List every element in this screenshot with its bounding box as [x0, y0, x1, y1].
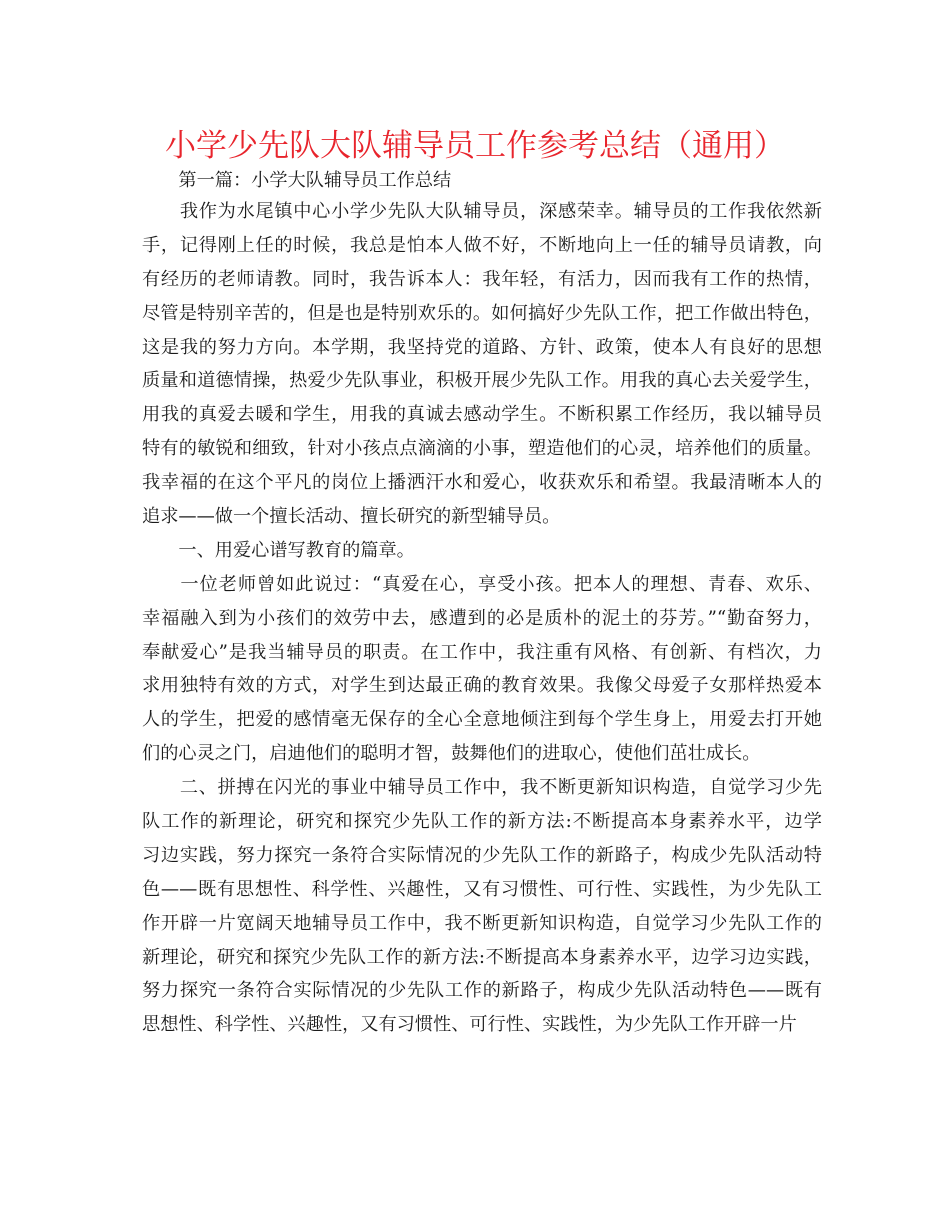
document-body [142, 167, 822, 1042]
body-line: 色——既有思想性、科学性、兴趣性，又有习惯性、可行性、实践性，为少先队工 [142, 878, 822, 900]
body-line: 尽管是特别辛苦的，但是也是特别欢乐的。如何搞好少先队工作，把工作做出特色， [142, 302, 822, 324]
body-line: 特有的敏锐和细致，针对小孩点点滴滴的小事，塑造他们的心灵，培养他们的质量。 [142, 438, 822, 460]
body-line: 思想性、科学性、兴趣性，又有习惯性、可行性、实践性，为少先队工作开辟一片 [142, 1014, 797, 1036]
body-line: 我幸福的在这个平凡的岗位上播洒汗水和爱心，收获欢乐和希望。我最清晰本人的 [142, 472, 822, 494]
body-line: 这是我的努力方向。本学期，我坚持党的道路、方针、政策，使本人有良好的思想 [142, 336, 822, 358]
body-line: 一位老师曾如此说过：“真爱在心，享受小孩。把本人的理想、青春、欢乐、 [142, 573, 822, 595]
section-subtitle: 第一篇：小学大队辅导员工作总结 [142, 170, 452, 191]
body-line: 作开辟一片宽阔天地辅导员工作中，我不断更新知识构造，自觉学习少先队工作的 [142, 912, 822, 934]
body-line: 幸福融入到为小孩们的效劳中去，感遭到的必是质朴的泥土的芬芳。”“勤奋努力， [142, 607, 822, 629]
body-line: 一、用爱心谱写教育的篇章。 [142, 539, 415, 561]
body-line: 努力探究一条符合实际情况的少先队工作的新路子，构成少先队活动特色——既有 [142, 980, 822, 1002]
body-line: 有经历的老师请教。同时，我告诉本人：我年轻，有活力，因而我有工作的热情， [142, 268, 822, 290]
body-line: 习边实践，努力探究一条符合实际情况的少先队工作的新路子，构成少先队活动特 [142, 844, 822, 866]
body-line: 质量和道德情操，热爱少先队事业，积极开展少先队工作。用我的真心去关爱学生， [142, 370, 822, 392]
body-line: 新理论，研究和探究少先队工作的新方法:不断提高本身素养水平，边学习边实践， [142, 946, 822, 968]
body-line: 追求——做一个擅长活动、擅长研究的新型辅导员。 [142, 506, 561, 528]
body-line: 用我的真爱去暖和学生，用我的真诚去感动学生。不断积累工作经历，我以辅导员 [142, 404, 822, 426]
body-line: 们的心灵之门，启迪他们的聪明才智，鼓舞他们的进取心，使他们茁壮成长。 [142, 743, 761, 765]
document-title: 小学少先队大队辅导员工作参考总结（通用） [165, 128, 785, 164]
body-line: 奉献爱心”是我当辅导员的职责。在工作中，我注重有风格、有创新、有档次，力 [142, 641, 822, 663]
body-line: 二、拼搏在闪光的事业中辅导员工作中，我不断更新知识构造，自觉学习少先 [142, 777, 822, 799]
body-line: 我作为水尾镇中心小学少先队大队辅导员，深感荣幸。辅导员的工作我依然新 [142, 201, 822, 222]
body-line: 队工作的新理论，研究和探究少先队工作的新方法:不断提高本身素养水平，边学 [142, 811, 822, 833]
body-line: 求用独特有效的方式，对学生到达最正确的教育效果。我像父母爱子女那样热爱本 [142, 675, 822, 697]
body-line: 人的学生，把爱的感情毫无保存的全心全意地倾注到每个学生身上，用爱去打开她 [142, 709, 822, 731]
body-line: 手，记得刚上任的时候，我总是怕本人做不好，不断地向上一任的辅导员请教，向 [142, 234, 822, 256]
